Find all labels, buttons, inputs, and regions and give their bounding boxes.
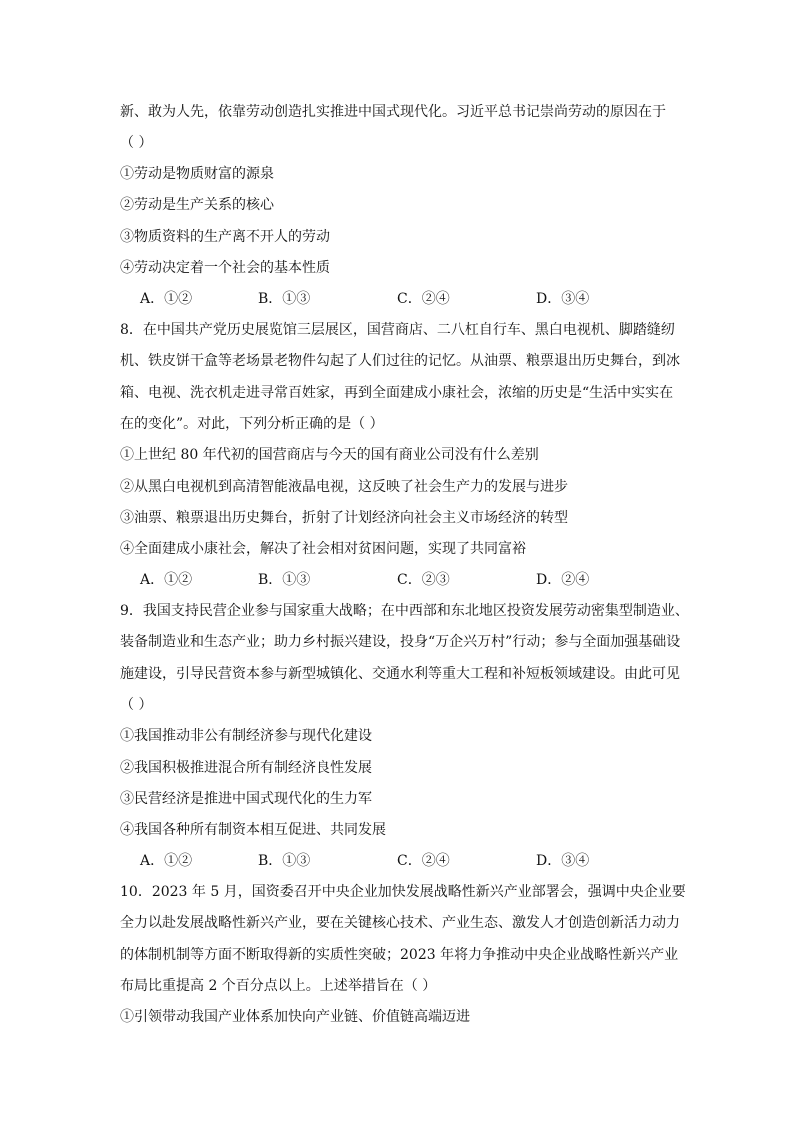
q7-item-3: ③物质资料的生产离不开人的劳动 bbox=[120, 229, 330, 245]
q7-option-a[interactable]: A．①② bbox=[140, 291, 193, 307]
q7-option-c[interactable]: C．②④ bbox=[397, 291, 450, 307]
q8-options bbox=[120, 570, 680, 590]
q9-stem-line-2: 装备制造业和生态产业；助力乡村振兴建设，投身“万企兴万村”行动；参与全面加强基础设 bbox=[120, 634, 681, 650]
q8-stem-line-3: 箱、电视、洗衣机走进寻常百姓家，再到全面建成小康社会，浓缩的历史是“生活中实实在 bbox=[120, 385, 674, 401]
q8-item-1: ①上世纪 80 年代初的国营商店与今天的国有商业公司没有什么差别 bbox=[120, 447, 539, 463]
q8-stem-line-4: 在的变化”。对此，下列分析正确的是（ ） bbox=[120, 416, 384, 432]
q8-item-3: ③油票、粮票退出历史舞台，折射了计划经济向社会主义市场经济的转型 bbox=[120, 510, 568, 526]
q8-option-c[interactable]: C．②③ bbox=[397, 572, 450, 588]
q7-item-4: ④劳动决定着一个社会的基本性质 bbox=[120, 260, 330, 276]
q9-item-4: ④我国各种所有制资本相互促进、共同发展 bbox=[120, 822, 386, 838]
q9-item-2: ②我国积极推进混合所有制经济良性发展 bbox=[120, 760, 372, 776]
q9-stem-line-4: （ ） bbox=[120, 697, 153, 713]
q8-item-4: ④全面建成小康社会，解决了社会相对贫困问题，实现了共同富裕 bbox=[120, 541, 526, 557]
q10-stem-line-1: 10．2023 年 5 月，国资委召开中央企业加快发展战略性新兴产业部署会，强调中央企业要 bbox=[120, 884, 686, 900]
q9-stem-line-3: 施建设，引导民营资本参与新型城镇化、交通水利等重大工程和补短板领域建设。由此可见 bbox=[120, 666, 680, 682]
q7-stem-line-1: 新、敢为人先，依靠劳动创造扎实推进中国式现代化。习近平总书记崇尚劳动的原因在于 bbox=[120, 104, 666, 120]
q10-item-1: ①引领带动我国产业体系加快向产业链、价值链高端迈进 bbox=[120, 1009, 470, 1025]
q10-stem-line-3: 的体制机制等方面不断取得新的实质性突破；2023 年将力争推动中央企业战略性新兴产业 bbox=[120, 947, 679, 963]
q7-item-2: ②劳动是生产关系的核心 bbox=[120, 197, 274, 213]
q9-options bbox=[120, 851, 680, 871]
q9-option-a[interactable]: A．①② bbox=[140, 853, 193, 869]
q10-stem-line-4: 布局比重提高 2 个百分点以上。上述举措旨在（ ） bbox=[120, 978, 437, 994]
q7-option-d[interactable]: D．③④ bbox=[536, 291, 590, 307]
q7-option-b[interactable]: B．①③ bbox=[258, 291, 311, 307]
q9-item-1: ①我国推动非公有制经济参与现代化建设 bbox=[120, 728, 372, 744]
q8-item-2: ②从黑白电视机到高清智能液晶电视，这反映了社会生产力的发展与进步 bbox=[120, 479, 568, 495]
q8-stem-line-1: 8．在中国共产党历史展览馆三层展区，国营商店、二八杠自行车、黑白电视机、脚踏缝纫 bbox=[120, 322, 675, 338]
q8-option-d[interactable]: D．②④ bbox=[536, 572, 590, 588]
q10-stem-line-2: 全力以赴发展战略性新兴产业，要在关键核心技术、产业生态、激发人才创造创新活力动力 bbox=[120, 915, 680, 931]
q7-item-1: ①劳动是物质财富的源泉 bbox=[120, 166, 274, 182]
q9-item-3: ③民营经济是推进中国式现代化的生力军 bbox=[120, 791, 372, 807]
q7-options bbox=[120, 289, 680, 309]
q8-option-a[interactable]: A．①② bbox=[140, 572, 193, 588]
q9-option-c[interactable]: C．②④ bbox=[397, 853, 450, 869]
q8-option-b[interactable]: B．①③ bbox=[258, 572, 311, 588]
q7-stem-line-2: （ ） bbox=[120, 135, 153, 151]
q9-option-b[interactable]: B．①③ bbox=[258, 853, 311, 869]
q9-stem-line-1: 9．我国支持民营企业参与国家重大战略；在中西部和东北地区投资发展劳动密集型制造业、 bbox=[120, 603, 689, 619]
q9-option-d[interactable]: D．③④ bbox=[536, 853, 590, 869]
q8-stem-line-2: 机、铁皮饼干盒等老场景老物件勾起了人们过往的记忆。从油票、粮票退出历史舞台，到冰 bbox=[120, 353, 680, 369]
